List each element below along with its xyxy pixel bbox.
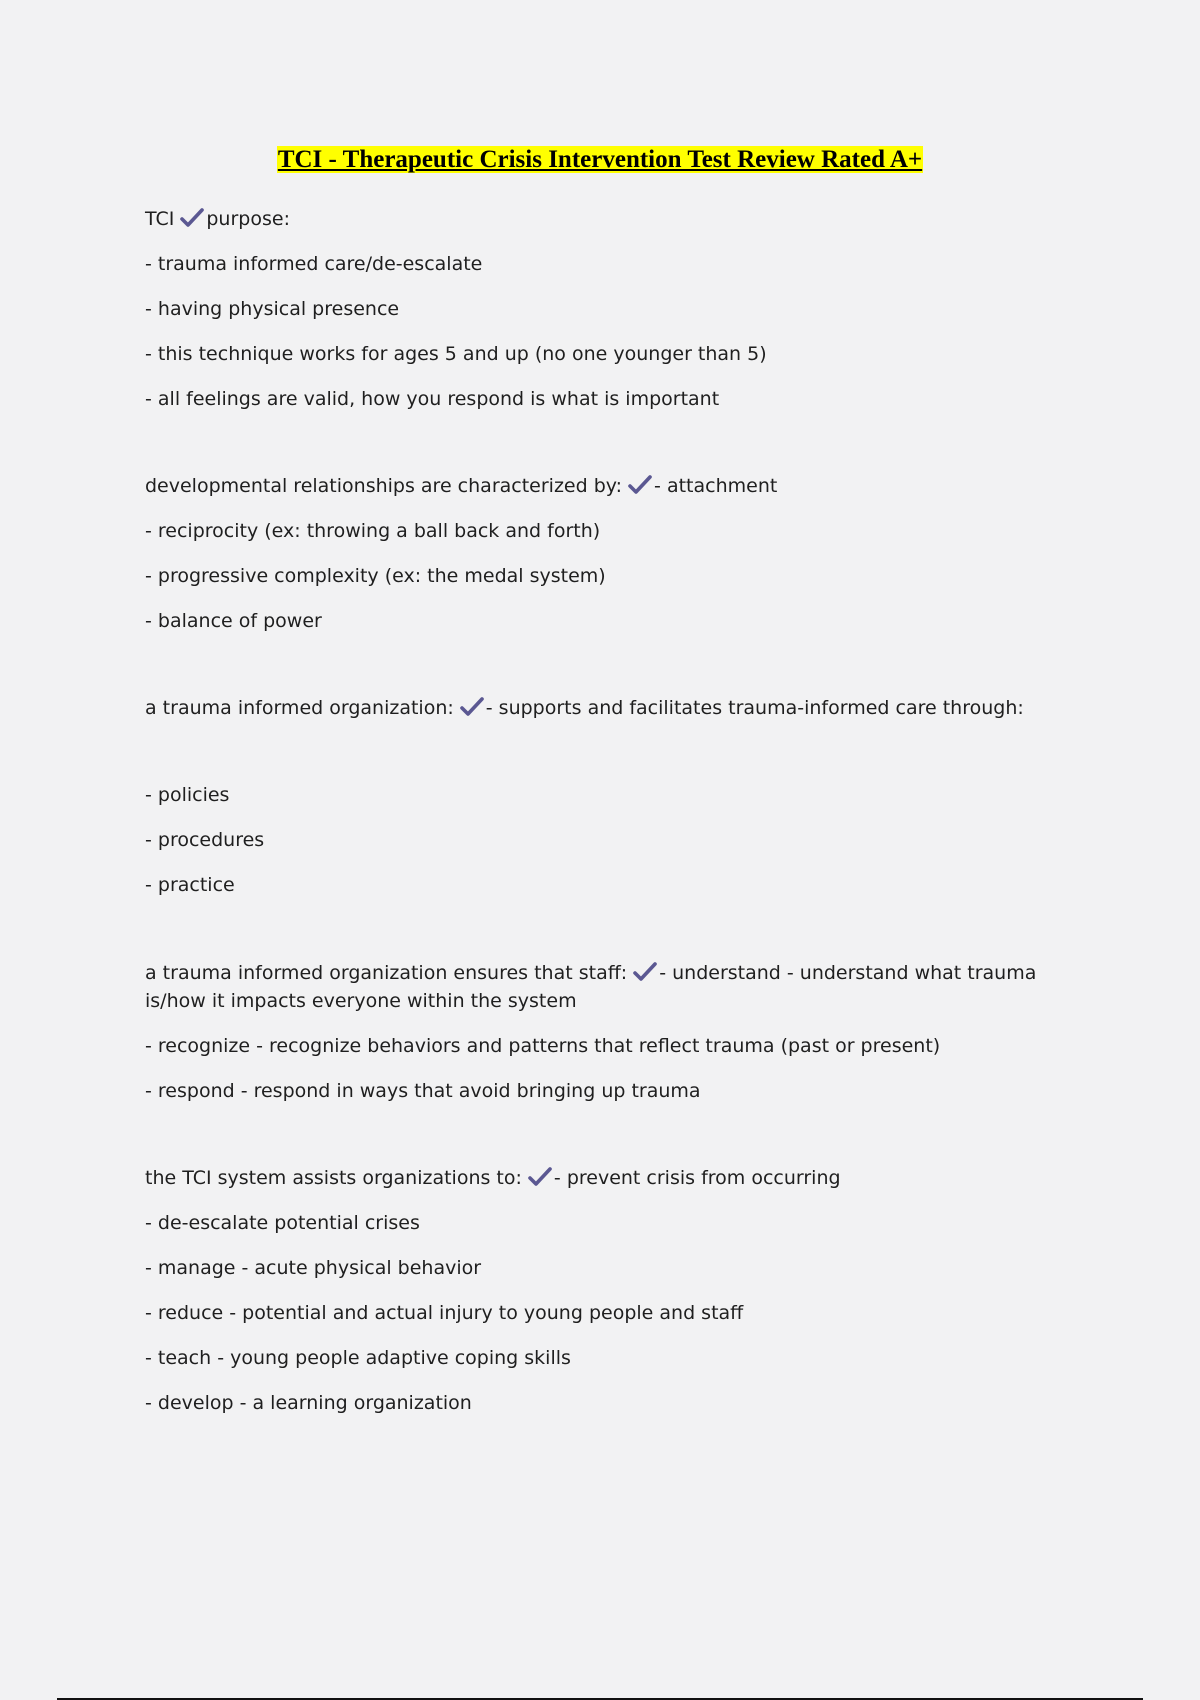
- list-item: - respond - respond in ways that avoid bringing up trauma: [145, 1080, 701, 1102]
- question-line: [145, 1165, 1065, 1192]
- list-item: - reduce - potential and actual injury to young people and staff: [145, 1302, 744, 1324]
- list-item: - all feelings are valid, how you respond is what is important: [145, 388, 720, 410]
- list-item: - this technique works for ages 5 and up (no one younger than 5): [145, 343, 767, 365]
- question-text: TCI: [145, 208, 175, 230]
- question-line: [145, 206, 1065, 233]
- document-body: [145, 206, 1065, 1417]
- section-tci-system-assists: [145, 1165, 1065, 1417]
- question-text: the TCI system assists organizations to:: [145, 1167, 522, 1189]
- list-item: - policies: [145, 784, 230, 806]
- list-item: - de-escalate potential crises: [145, 1212, 420, 1234]
- list-item: - teach - young people adaptive coping skills: [145, 1347, 571, 1369]
- answer-inline: - attachment: [654, 475, 778, 497]
- question-line: [145, 959, 1065, 1015]
- section-trauma-informed-organization: [145, 695, 1065, 899]
- check-icon: [633, 962, 657, 982]
- title-container: [0, 144, 1200, 175]
- check-icon: [460, 697, 484, 717]
- section-organization-ensures-staff: [145, 959, 1065, 1105]
- list-item: - practice: [145, 874, 235, 896]
- list-item: - reciprocity (ex: throwing a ball back and forth): [145, 520, 601, 542]
- check-icon: [628, 475, 652, 495]
- list-item: - develop - a learning organization: [145, 1392, 472, 1414]
- question-text: a trauma informed organization ensures that staff:: [145, 962, 628, 984]
- list-item: - manage - acute physical behavior: [145, 1257, 482, 1279]
- list-item: - trauma informed care/de-escalate: [145, 253, 483, 275]
- list-item: - procedures: [145, 829, 265, 851]
- answer-inline: - prevent crisis from occurring: [553, 1167, 841, 1189]
- question-line: [145, 695, 1065, 722]
- check-icon: [180, 208, 204, 228]
- list-item: - progressive complexity (ex: the medal system): [145, 565, 606, 587]
- answer-inline: - understand - understand what trauma is/how it impacts everyone within the system: [145, 962, 1037, 1012]
- answer-inline: - supports and facilitates trauma-informed care through:: [485, 697, 1024, 719]
- check-icon: [528, 1167, 552, 1187]
- list-item: - having physical presence: [145, 298, 400, 320]
- list-item: - balance of power: [145, 610, 322, 632]
- question-line: [145, 473, 1065, 500]
- list-item: - recognize - recognize behaviors and patterns that reflect trauma (past or present): [145, 1035, 941, 1057]
- question-text: a trauma informed organization:: [145, 697, 454, 719]
- document-title: TCI - Therapeutic Crisis Intervention Test Review Rated A+: [277, 146, 923, 173]
- question-suffix: purpose:: [206, 208, 290, 230]
- section-developmental-relationships: [145, 473, 1065, 635]
- section-tci-purpose: [145, 206, 1065, 413]
- question-text: developmental relationships are characterized by:: [145, 475, 623, 497]
